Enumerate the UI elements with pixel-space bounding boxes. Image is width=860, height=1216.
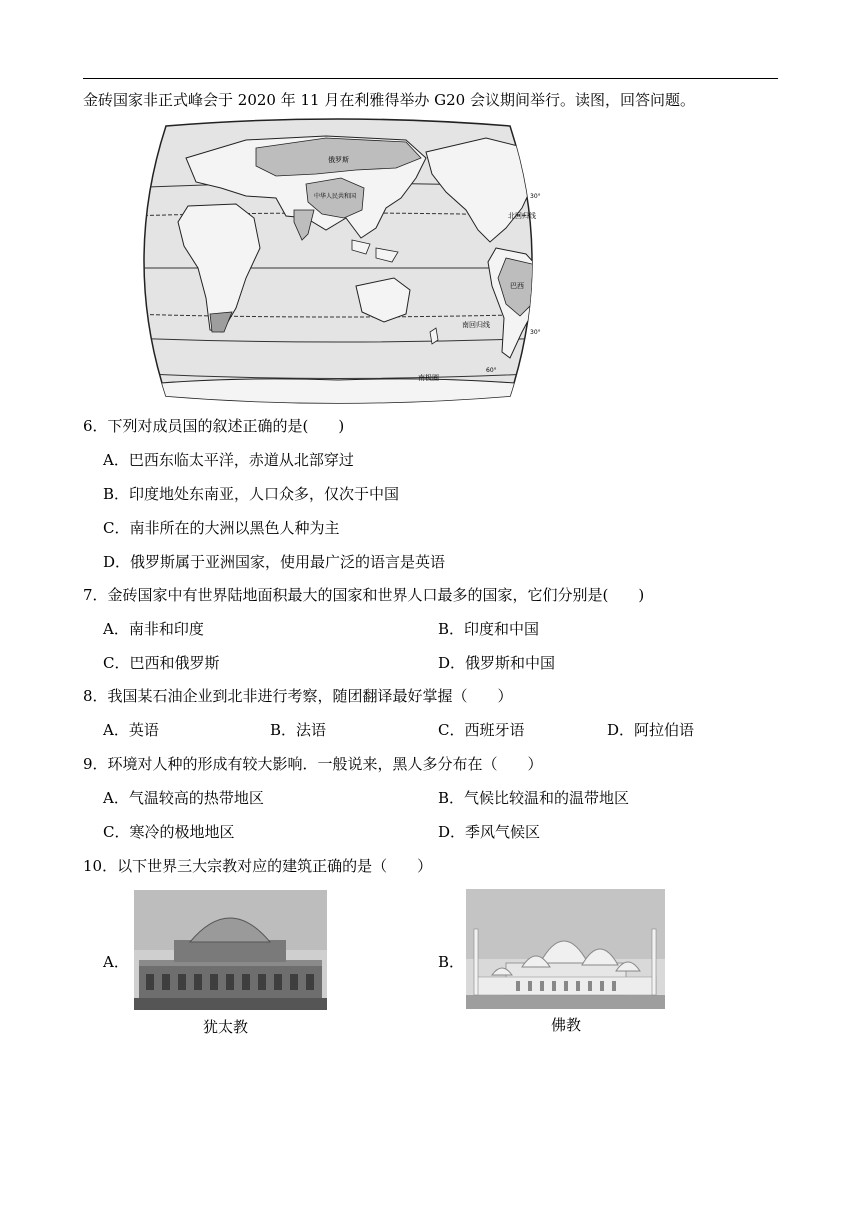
intro-text: 金砖国家非正式峰会于 2020 年 11 月在利雅得举办 G20 会议期间举行。读图，回答问题。 [83, 91, 695, 109]
option-text: 印度和中国 [464, 620, 540, 638]
question-6 [83, 416, 344, 436]
option-key: A． [103, 721, 129, 739]
option-key: D． [438, 654, 466, 672]
q10-option-b-caption: 佛教 [551, 1016, 582, 1034]
option-text: 英语 [128, 721, 159, 739]
question-text: 环境对人种的形成有较大影响．一般说来，黑人多分布在（ ） [107, 755, 543, 773]
q6-option-a[interactable] [103, 450, 354, 470]
header-rule [83, 78, 778, 79]
world-map [126, 118, 550, 404]
question-number: 7． [83, 586, 108, 604]
option-text: 气温较高的热带地区 [128, 789, 264, 807]
option-text: 巴西东临太平洋，赤道从北部穿过 [128, 451, 354, 469]
q10-option-b-key[interactable]: B． [438, 953, 465, 971]
question-text: 我国某石油企业到北非进行考察，随团翻译最好掌握（ ） [107, 687, 513, 705]
map-label-south-tropic: 南回归线 [462, 321, 490, 329]
option-key: B． [438, 620, 465, 638]
option-key: C． [438, 721, 465, 739]
option-text: 俄罗斯属于亚洲国家，使用最广泛的语言是英语 [130, 553, 446, 571]
map-label-russia: 俄罗斯 [328, 156, 349, 164]
question-text: 以下世界三大宗教对应的建筑正确的是（ ） [117, 857, 433, 875]
map-label-north-tropic: 北回归线 [508, 212, 536, 220]
q9-option-a[interactable] [103, 788, 264, 808]
option-text: 西班牙语 [464, 721, 525, 739]
option-text: 寒冷的极地地区 [129, 823, 235, 841]
question-text: 金砖国家中有世界陆地面积最大的国家和世界人口最多的国家，它们分别是( ) [107, 586, 645, 604]
q7-option-c[interactable] [103, 653, 220, 673]
option-key: B． [270, 721, 297, 739]
question-7 [83, 585, 644, 605]
question-number: 9． [83, 755, 108, 773]
option-key: A． [103, 451, 129, 469]
option-text: 南非所在的大洲以黑色人种为主 [129, 519, 340, 537]
question-number: 6． [83, 417, 108, 435]
option-text: 巴西和俄罗斯 [129, 654, 220, 672]
option-key: B． [438, 789, 465, 807]
map-label-lat30s: 30° [530, 329, 541, 336]
option-text: 阿拉伯语 [634, 721, 695, 739]
option-key: A． [103, 620, 129, 638]
q8-option-a[interactable] [103, 720, 159, 740]
map-label-china: 中华人民共和国 [314, 193, 357, 200]
question-8 [83, 686, 513, 706]
option-text: 季风气候区 [465, 823, 541, 841]
q6-option-b[interactable] [103, 484, 399, 504]
option-key: C． [103, 654, 130, 672]
option-key: C． [103, 519, 130, 537]
option-key: B． [103, 485, 130, 503]
q7-option-b[interactable] [438, 619, 539, 639]
map-label-brazil: 巴西 [510, 282, 524, 290]
option-key: A． [103, 789, 129, 807]
map-label-antarctic-circle: 南极圈 [418, 374, 439, 382]
q9-option-d[interactable] [438, 822, 540, 842]
question-number: 10． [83, 857, 118, 875]
q6-option-d[interactable] [103, 552, 445, 572]
q8-option-d[interactable] [607, 720, 694, 740]
q8-option-c[interactable] [438, 720, 525, 740]
dome-of-the-rock-photo[interactable] [134, 890, 327, 1010]
question-9 [83, 754, 543, 774]
q6-option-c[interactable] [103, 518, 340, 538]
map-label-lat30n: 30° [530, 193, 541, 200]
q10-option-a-key[interactable]: A． [103, 953, 129, 971]
option-text: 印度地处东南亚，人口众多，仅次于中国 [129, 485, 400, 503]
map-label-lat60s: 60° [486, 367, 497, 374]
option-text: 俄罗斯和中国 [465, 654, 556, 672]
q7-option-d[interactable] [438, 653, 555, 673]
question-number: 8． [83, 687, 108, 705]
option-key: D． [438, 823, 466, 841]
q9-option-b[interactable] [438, 788, 629, 808]
option-text: 法语 [296, 721, 327, 739]
option-key: D． [607, 721, 635, 739]
question-10 [83, 856, 432, 876]
option-text: 南非和印度 [128, 620, 204, 638]
q7-option-a[interactable] [103, 619, 204, 639]
option-key: D． [103, 553, 131, 571]
mosque-photo[interactable] [466, 889, 665, 1009]
q10-option-a-caption: 犹太教 [203, 1018, 249, 1036]
question-text: 下列对成员国的叙述正确的是( ) [107, 417, 345, 435]
q9-option-c[interactable] [103, 822, 235, 842]
option-text: 气候比较温和的温带地区 [464, 789, 630, 807]
option-key: C． [103, 823, 130, 841]
q8-option-b[interactable] [270, 720, 326, 740]
